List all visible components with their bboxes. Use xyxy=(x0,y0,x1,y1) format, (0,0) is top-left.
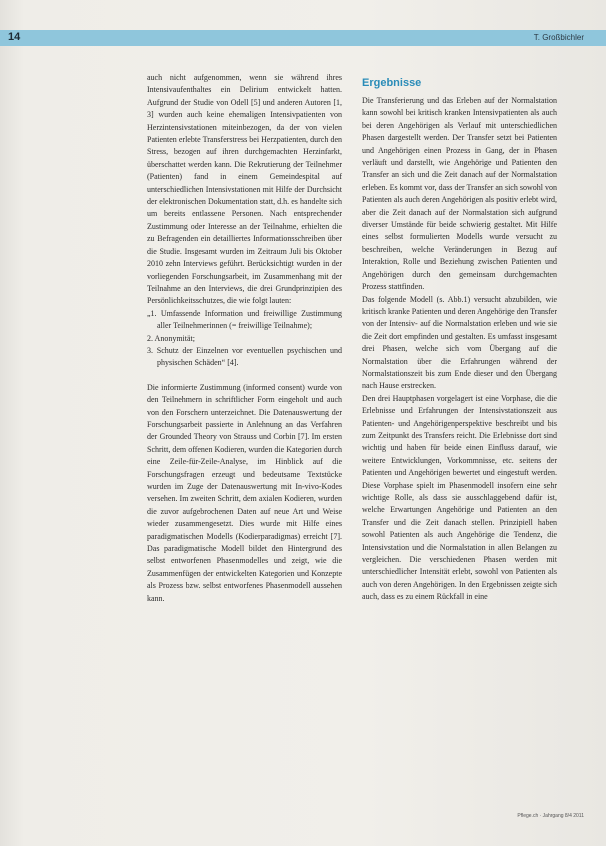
list-item: „1. Umfassende Information und freiwillige Zustimmung aller Teilnehmerinnen (= freiwillige Teilnahme); xyxy=(147,308,342,331)
paragraph: Die Transferierung und das Erleben auf der Normalstation kann sowohl bei kritisch kranken Intensivpatienten als auch bei deren Angehörigen als Verlauf mit unterschiedlichen Phasen dargestellt werden. Der Transfer setzt bei Patienten und Angehörigen einen Prozess in Gang, der in Phasen verläuft und darstellt, wie Angehörige und Patienten den Transfer an sich und die Zeit danach auf der Normalstation erleben. Es kommt vor, dass der Transfer an sich sowohl von Patienten als auch deren Angehörigen als positiv erlebt wird, aber die Zeit danach auf der Normalstation sich aufgrund diverser Umstände für beide schwierig gestaltet. Mit Hilfe eines selbst formulierten Modells wurde versucht zu beschreiben, welche Veränderungen in Bezug auf Interaktion, Rolle und Beziehung zwischen Patienten und Angehörigen durch den gemeinsam durchgemachten Prozess stattfinden. xyxy=(362,96,557,292)
paragraph: Das folgende Modell (s. Abb.1) versucht abzubilden, wie kritisch kranke Patienten und deren Angehörige den Transfer von der Intensiv- auf die Normalstation erleben und wie sie die Zeit dort empfinden und gestalten. Es umfasst insgesamt drei Phasen, welche sich vom Übergang auf die Normalstation über die Erfahrungen während der Normalstationszeit bis zum Ende dieser und den Übergang nach Hause erstrecken. xyxy=(362,294,557,391)
paragraph: Die informierte Zustimmung (informed consent) wurde von den Teilnehmern in schriftlicher Form eingeholt und auch von den Forschern unterzeichnet. Die Datenauswertung der Forschungsarbeit passierte in Anlehnung an das Verfahren der Grounded Theory von Strauss und Corbin [7]. Im ersten Schritt, dem offenen Kodieren, wurden die Kategorien durch eine Zeile-für-Zeile-Analyse, im Hinblick auf die Forschungsfragen erzeugt und bedeutsame Textstücke wurden im Zuge der Datenauswertung mit In-vivo-Kodes versehen. Im zweiten Schritt, dem axialen Kodieren, wurden die zuvor aufgebrochenen Daten auf neue Art und Weise wieder zusammengesetzt. Dies wurde mit Hilfe eines paradigmatischen Modells (Kodierparadigmas) erreicht [7]. Das paradigmatische Modell bildet den Hintergrund des selbst entworfenen Phasenmodelles und zeigt, wie die Zusammenfügen der entwickelten Kategorien und Konzepte als Prozess bzw. selbst entworfenes Phasenmodell aussehen kann. xyxy=(147,382,342,603)
list-item: 3. Schutz der Einzelnen vor eventuellen psychischen und physischen Schäden“ [4]. xyxy=(147,345,342,368)
running-head: T. Großbichler xyxy=(533,33,584,42)
journal-footer: Pflege.ch · Jahrgang 8/4 2011 xyxy=(517,813,584,819)
principles-list xyxy=(147,308,342,370)
list-item: 2. Anonymität; xyxy=(147,333,195,343)
paragraph: auch nicht aufgenommen, wenn sie während ihres Intensivaufenthaltes ein Delirium entwickelt hatten. Aufgrund der Studie von Odell [5] und anderen Autoren [1, 3] wurden auch keine ehemaligen Intensivpatienten von Herzintensivstationen miteinbezogen, da der von vielen Patienten erlebte Transferstress bei Herzpatienten, durch den Stress, bezogen auf ihren durchgemachten Herzinfarkt, überschattet werden kann. Die Rekrutierung der Teilnehmer (Patienten) fand in einem Gemeindespital auf unterschiedlichen Intensivstationen mit Hilfe der Durchsicht der elektronischen Dokumentation statt, d.h. es handelte sich um bereits entlassene Personen. Nach entsprechender Zustimmung oder Interesse an der Teilnahme, erhielten die zu Befragenden ein detailliertes Informationsschreiben über die Studie. Insgesamt wurden im Zeitraum Juli bis Oktober 2010 zehn Interviews geführt. Berücksichtigt wurden in der vorliegenden Forschungsarbeit, im Zusammenhang mit der Teilnahme an den Interviews, die drei Grundprinzipien des Persönlichkeitsschutzes, die wie folgt lauten: xyxy=(147,73,342,306)
page-number: 14 xyxy=(8,31,21,43)
section-heading: Ergebnisse xyxy=(362,77,422,89)
right-column xyxy=(362,95,557,604)
left-column xyxy=(147,72,342,605)
paragraph: Den drei Hauptphasen vorgelagert ist eine Vorphase, die die Erlebnisse und Erfahrungen der Intensivstationszeit aus Patienten- und Angehörigenperspektive beschreibt und bis zum Zeitpunkt des Transfers reicht. Die Erlebnisse dort sind wichtig und haben für beide einen Einfluss darauf, wie weitere Entwicklungen, Vorkommnisse, etc. seitens der Patienten und Angehörigen bewertet und eingestuft werden. Diese Vorphase spielt im Phasenmodell insofern eine sehr wichtige Rolle, als dass sie ausschlaggebend dafür ist, welche Erwartungen Angehörige und Patienten an den Transfer und die Zeit danach stellen. Prinzipiell haben sowohl Patienten als auch Angehörige die Tendenz, die Intensivstation und die Normalstation in allen Belangen zu vergleichen. Die verschiedenen Phasen werden mit unterschiedlicher Intensität erlebt, sowohl von Patienten als auch von deren Angehörigen. In den Ergebnissen zeigte sich auch, dass es zu einem Rückfall in eine xyxy=(362,393,557,602)
header-bar xyxy=(0,30,606,46)
